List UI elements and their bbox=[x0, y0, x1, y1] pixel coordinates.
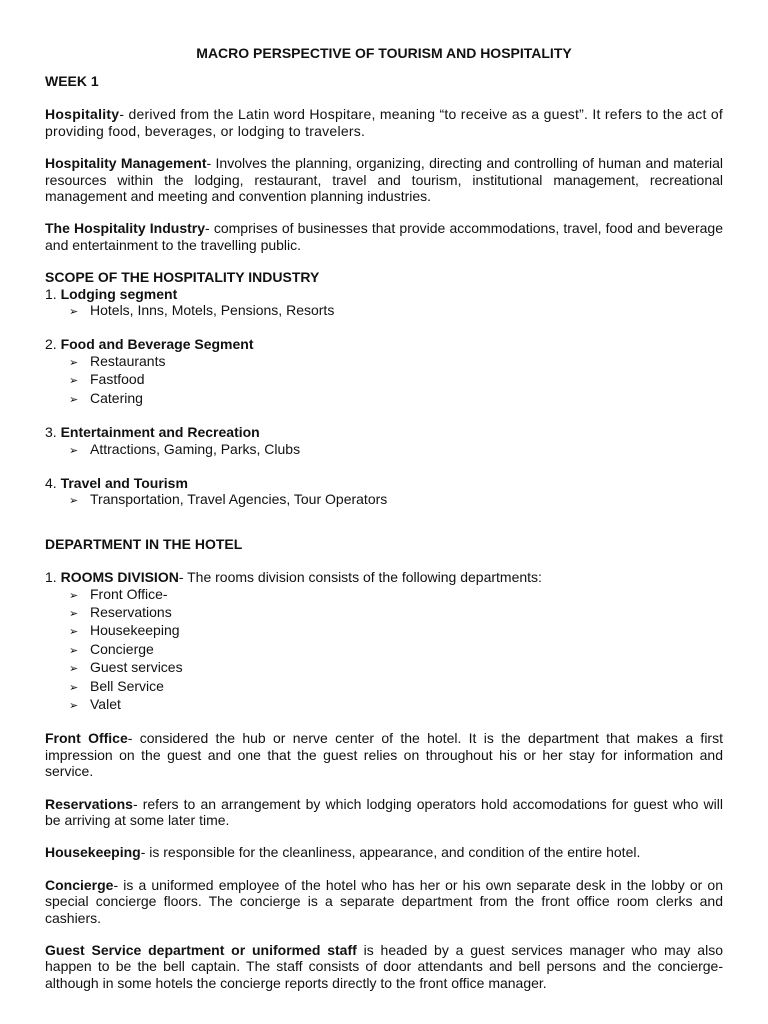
list-item: ➢ Transportation, Travel Agencies, Tour Operators bbox=[69, 491, 723, 509]
definition-text: - comprises of businesses that provide accommodations, travel, food and beverage and entertainment to the travelling public. bbox=[45, 220, 723, 253]
definition-term: Hospitality bbox=[45, 106, 120, 123]
definition-text: - derived from the Latin word Hospitare, meaning “to receive as a guest”. It refers to the act of providing food, beverages, or lodging to travelers. bbox=[45, 106, 723, 139]
definition-term: The Hospitality Industry bbox=[45, 220, 206, 237]
description-concierge: Concierge- is a uniformed employee of the hotel who has her or his own separate desk in the lobby or on special concierge floors. The concierge is a separate department from the front office room clerks and cashiers. bbox=[45, 876, 723, 926]
arrow-bullet-icon: ➢ bbox=[69, 393, 79, 406]
arrow-bullet-icon: ➢ bbox=[69, 306, 79, 319]
segment-title: 2. Food and Beverage Segment bbox=[45, 336, 254, 353]
arrow-bullet-icon: ➢ bbox=[69, 495, 79, 508]
list-item: ➢ Bell Service bbox=[69, 678, 723, 696]
rooms-division-title: 1. ROOMS DIVISION- The rooms division consists of the following departments: bbox=[45, 569, 542, 586]
list-item: ➢ Hotels, Inns, Motels, Pensions, Resorts bbox=[69, 302, 723, 320]
segment-title: 1. Lodging segment bbox=[45, 285, 178, 302]
definition-text: - Involves the planning, organizing, directing and controlling of human and material resources within the lodging, restaurant, travel and tourism, institutional management, recreational management and meeting and convention planning industries. bbox=[45, 155, 723, 205]
arrow-bullet-icon: ➢ bbox=[69, 607, 79, 620]
arrow-bullet-icon: ➢ bbox=[69, 681, 79, 694]
list-item: ➢ Attractions, Gaming, Parks, Clubs bbox=[69, 441, 723, 459]
definition-hospitality-management bbox=[45, 155, 723, 204]
scope-heading: SCOPE OF THE HOSPITALITY INDUSTRY bbox=[45, 269, 320, 286]
segment-list bbox=[45, 491, 723, 509]
department-heading: DEPARTMENT IN THE HOTEL bbox=[45, 535, 243, 552]
document-body bbox=[45, 73, 723, 1007]
segment-list bbox=[45, 302, 723, 320]
list-item: ➢ Catering bbox=[69, 390, 723, 408]
list-item: ➢ Reservations bbox=[69, 604, 723, 622]
arrow-bullet-icon: ➢ bbox=[69, 626, 79, 639]
arrow-bullet-icon: ➢ bbox=[69, 356, 79, 369]
arrow-bullet-icon: ➢ bbox=[69, 699, 79, 712]
week-label: WEEK 1 bbox=[45, 73, 99, 89]
description-front-office: Front Office- considered the hub or nerve center of the hotel. It is the department that makes a first impression on the guest and one that the guest relies on throughout his or her stay for information and service. bbox=[45, 730, 723, 780]
arrow-bullet-icon: ➢ bbox=[69, 375, 79, 388]
list-item: ➢ Concierge bbox=[69, 641, 723, 659]
arrow-bullet-icon: ➢ bbox=[69, 644, 79, 657]
spacer bbox=[45, 510, 723, 536]
arrow-bullet-icon: ➢ bbox=[69, 444, 79, 457]
definition-hospitality bbox=[45, 106, 723, 139]
list-item: ➢ Guest services bbox=[69, 659, 723, 677]
list-item: ➢ Front Office- bbox=[69, 586, 723, 604]
list-item: ➢ Restaurants bbox=[69, 353, 723, 371]
list-item: ➢ Housekeeping bbox=[69, 622, 723, 640]
list-item: ➢ Valet bbox=[69, 696, 723, 714]
segment-list bbox=[45, 441, 723, 459]
definition-hospitality-industry bbox=[45, 220, 723, 253]
description-housekeeping: Housekeeping- is responsible for the cleanliness, appearance, and condition of the entire hotel. bbox=[45, 844, 641, 861]
description-reservations: Reservations- refers to an arrangement by which lodging operators hold accomodations for guest who will be arriving at some later time. bbox=[45, 795, 723, 828]
rooms-division-list bbox=[45, 586, 723, 715]
segment-title: 4. Travel and Tourism bbox=[45, 474, 188, 491]
segment-list bbox=[45, 353, 723, 408]
arrow-bullet-icon: ➢ bbox=[69, 663, 79, 676]
definition-term: Hospitality Management bbox=[45, 155, 207, 172]
arrow-bullet-icon: ➢ bbox=[69, 589, 79, 602]
description-guest-service: Guest Service department or uniformed staff is headed by a guest services manager who may also happen to be the bell captain. The staff consists of door attendants and bell persons and the concierge- although in some hotels the concierge reports directly to the front office manager. bbox=[45, 942, 723, 991]
list-item: ➢ Fastfood bbox=[69, 371, 723, 389]
page-title: MACRO PERSPECTIVE OF TOURISM AND HOSPITALITY bbox=[196, 45, 572, 61]
spacer bbox=[45, 552, 723, 569]
segment-title: 3. Entertainment and Recreation bbox=[45, 424, 260, 441]
